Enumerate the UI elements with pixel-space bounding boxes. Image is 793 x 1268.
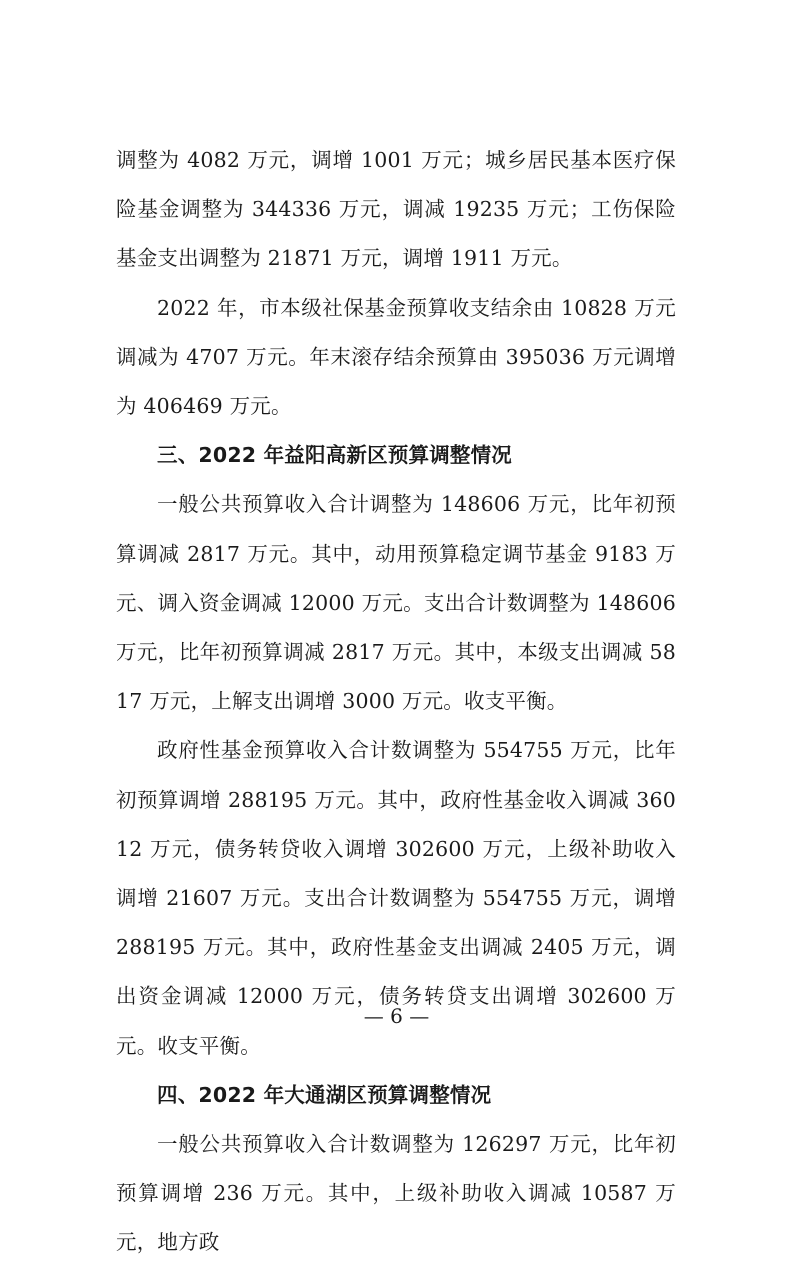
page-body (116, 136, 676, 1268)
section-heading-yiyang-hightech: 三、2022 年益阳高新区预算调整情况 (157, 443, 512, 468)
paragraph-general-public-budget: 一般公共预算收入合计调整为 148606 万元，比年初预算调减 2817 万元。其中，动用预算稳定调节基金 9183 万元、调入资金调减 12000 万元。支出合计数调整为 148606 万元，比年初预算调减 2817 万元。其中，本级支出调减 5817 万元，上解支出调增 3000 万元。收支平衡。 (116, 492, 676, 714)
section-heading-datonghu: 四、2022 年大通湖区预算调整情况 (157, 1082, 492, 1107)
paragraph-government-fund-budget: 政府性基金预算收入合计数调整为 554755 万元，比年初预算调增 288195 万元。其中，政府性基金收入调减 36012 万元，债务转贷收入调增 302600 万元，上级补助收入调增 21607 万元。支出合计数调整为 554755 万元，调增 288195 万元。其中，政府性基金支出调减 2405 万元，调出资金调减 12000 万元，债务转贷支出调增 302600 万元。收支平衡。 (116, 738, 676, 1058)
paragraph-datonghu-general-budget: 一般公共预算收入合计数调整为 126297 万元，比年初预算调增 236 万元。其中，上级补助收入调减 10587 万元，地方政 (116, 1132, 676, 1255)
page-number: — 6 — (363, 1004, 430, 1028)
paragraph-social-insurance-adjustments: 调整为 4082 万元，调增 1001 万元；城乡居民基本医疗保险基金调整为 344336 万元，调减 19235 万元；工伤保险基金支出调整为 21871 万元，调增 1911 万元。 (116, 148, 676, 271)
paragraph-social-fund-balance: 2022 年，市本级社保基金预算收支结余由 10828 万元调减为 4707 万元。年末滚存结余预算由 395036 万元调增为 406469 万元。 (116, 295, 676, 419)
